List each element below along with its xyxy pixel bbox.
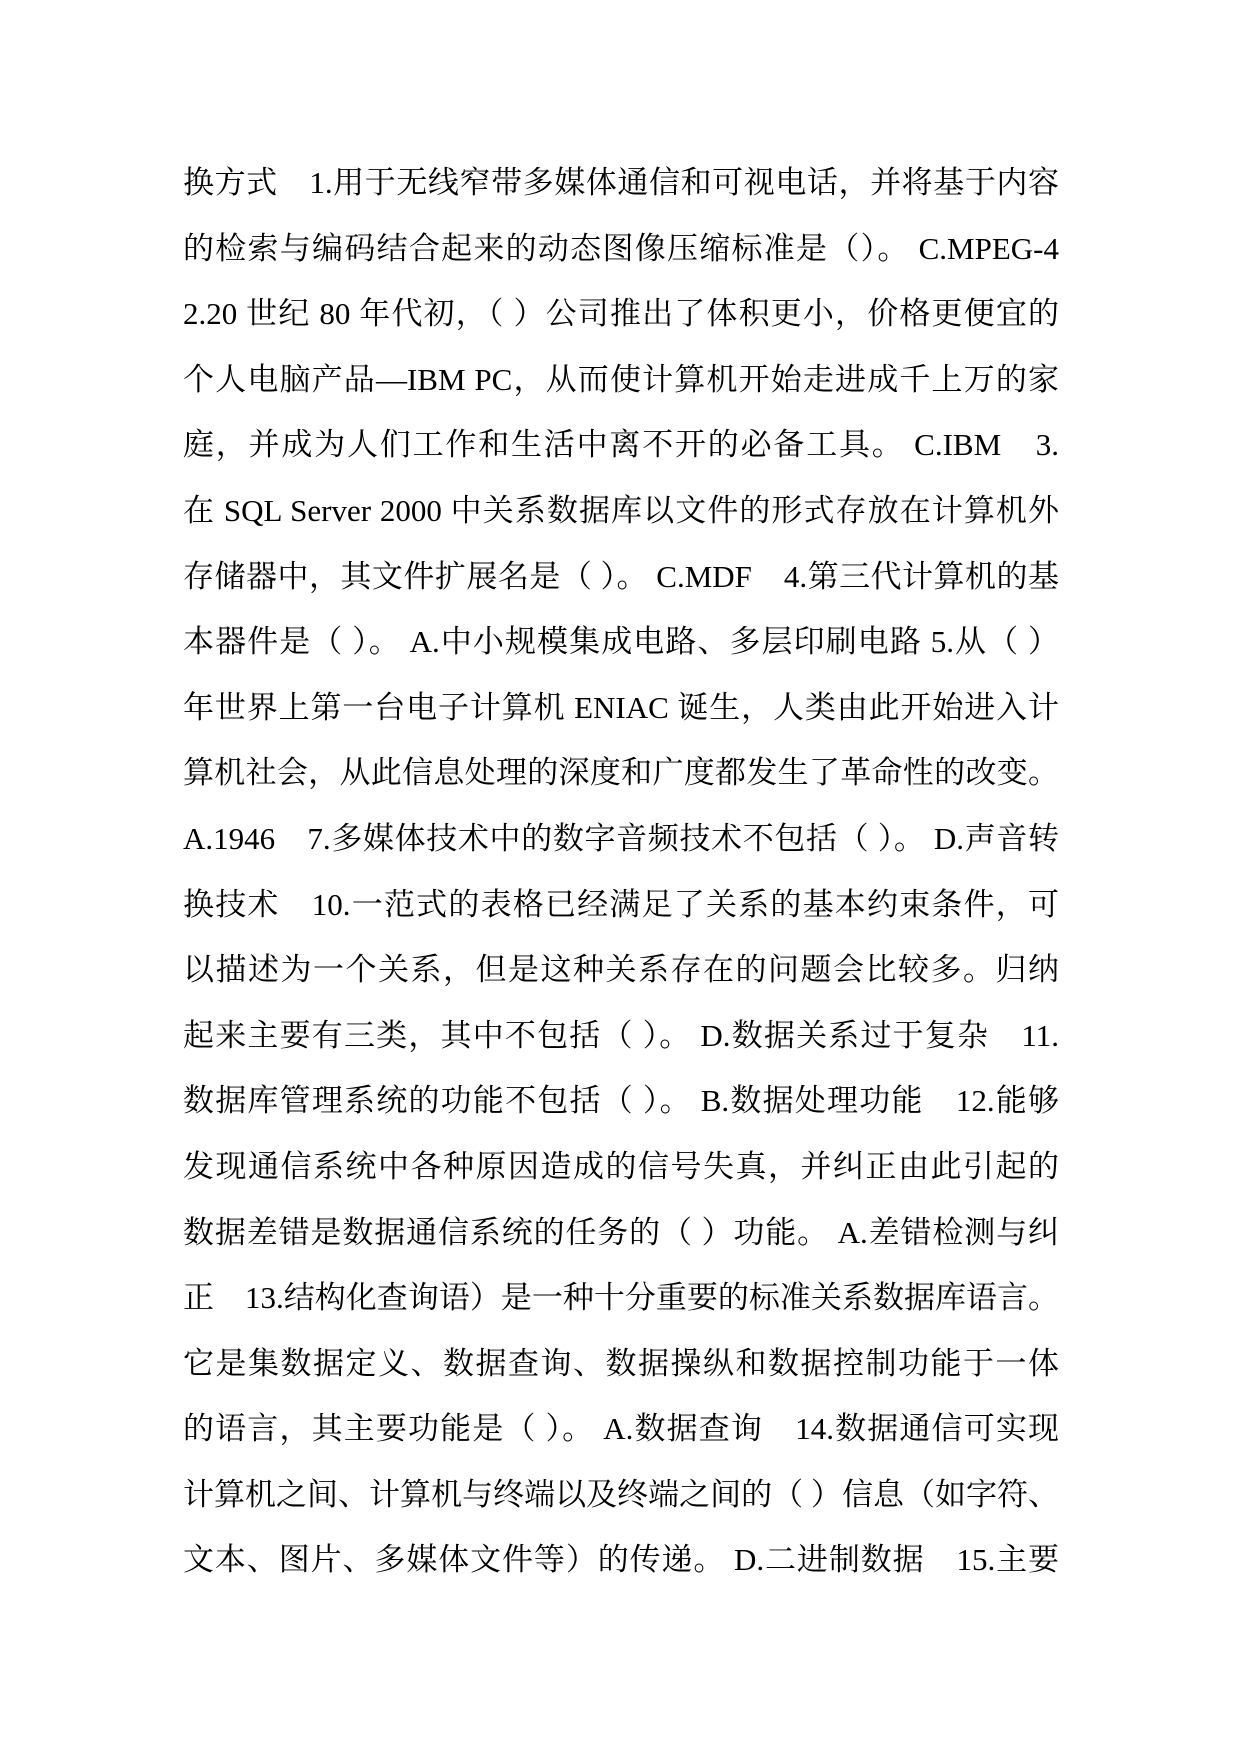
text-line: 数据库管理系统的功能不包括（ ）。 B.数据处理功能 12.能够 <box>183 1083 1059 1119</box>
text-line: 的语言，其主要功能是（ ）。 A.数据查询 14.数据通信可实现 <box>183 1411 1059 1447</box>
text-line: 计算机之间、计算机与终端以及终端之间的（ ）信息（如字符、 <box>183 1476 1059 1512</box>
text-line: 正 13.结构化查询语）是一种十分重要的标准关系数据库语言。 <box>183 1280 1059 1316</box>
text-line: 文本、图片、多媒体文件等）的传递。 D.二进制数据 15.主要 <box>183 1542 1059 1578</box>
text-line: 以描述为一个关系，但是这种关系存在的问题会比较多。归纳 <box>183 952 1059 988</box>
text-line: 存储器中，其文件扩展名是（ ）。 C.MDF 4.第三代计算机的基 <box>183 558 1059 594</box>
text-line: 起来主要有三类，其中不包括（ ）。 D.数据关系过于复杂 11. <box>183 1017 1059 1053</box>
text-line: 年世界上第一台电子计算机 ENIAC 诞生，人类由此开始进入计 <box>183 689 1059 725</box>
text-line: 个人电脑产品—IBM PC，从而使计算机开始走进成千上万的家 <box>183 361 1059 397</box>
text-line: A.1946 7.多媒体技术中的数字音频技术不包括（ ）。 D.声音转 <box>183 820 1059 856</box>
text-line: 数据差错是数据通信系统的任务的（ ）功能。 A.差错检测与纠 <box>183 1214 1059 1250</box>
text-line: 算机社会，从此信息处理的深度和广度都发生了革命性的改变。 <box>183 755 1059 791</box>
text-line: 庭，并成为人们工作和生活中离不开的必备工具。 C.IBM 3. <box>183 427 1059 463</box>
text-line: 换方式 1.用于无线窄带多媒体通信和可视电话，并将基于内容 <box>183 165 1059 200</box>
text-line: 发现通信系统中各种原因造成的信号失真，并纠正由此引起的 <box>183 1148 1059 1184</box>
text-line: 换技术 10.一范式的表格已经满足了关系的基本约束条件，可 <box>183 886 1059 922</box>
text-line: 2.20 世纪 80 年代初，（ ）公司推出了体积更小，价格更便宜的 <box>183 296 1059 332</box>
text-line: 的检索与编码结合起来的动态图像压缩标准是（）。 C.MPEG-4 <box>183 230 1059 266</box>
document-text-block <box>183 150 1059 1593</box>
text-line: 本器件是（ ）。 A.中小规模集成电路、多层印刷电路 5.从（ ） <box>183 624 1059 660</box>
text-line: 它是集数据定义、数据查询、数据操纵和数据控制功能于一体 <box>183 1345 1059 1381</box>
text-line: 在 SQL Server 2000 中关系数据库以文件的形式存放在计算机外 <box>183 492 1059 528</box>
